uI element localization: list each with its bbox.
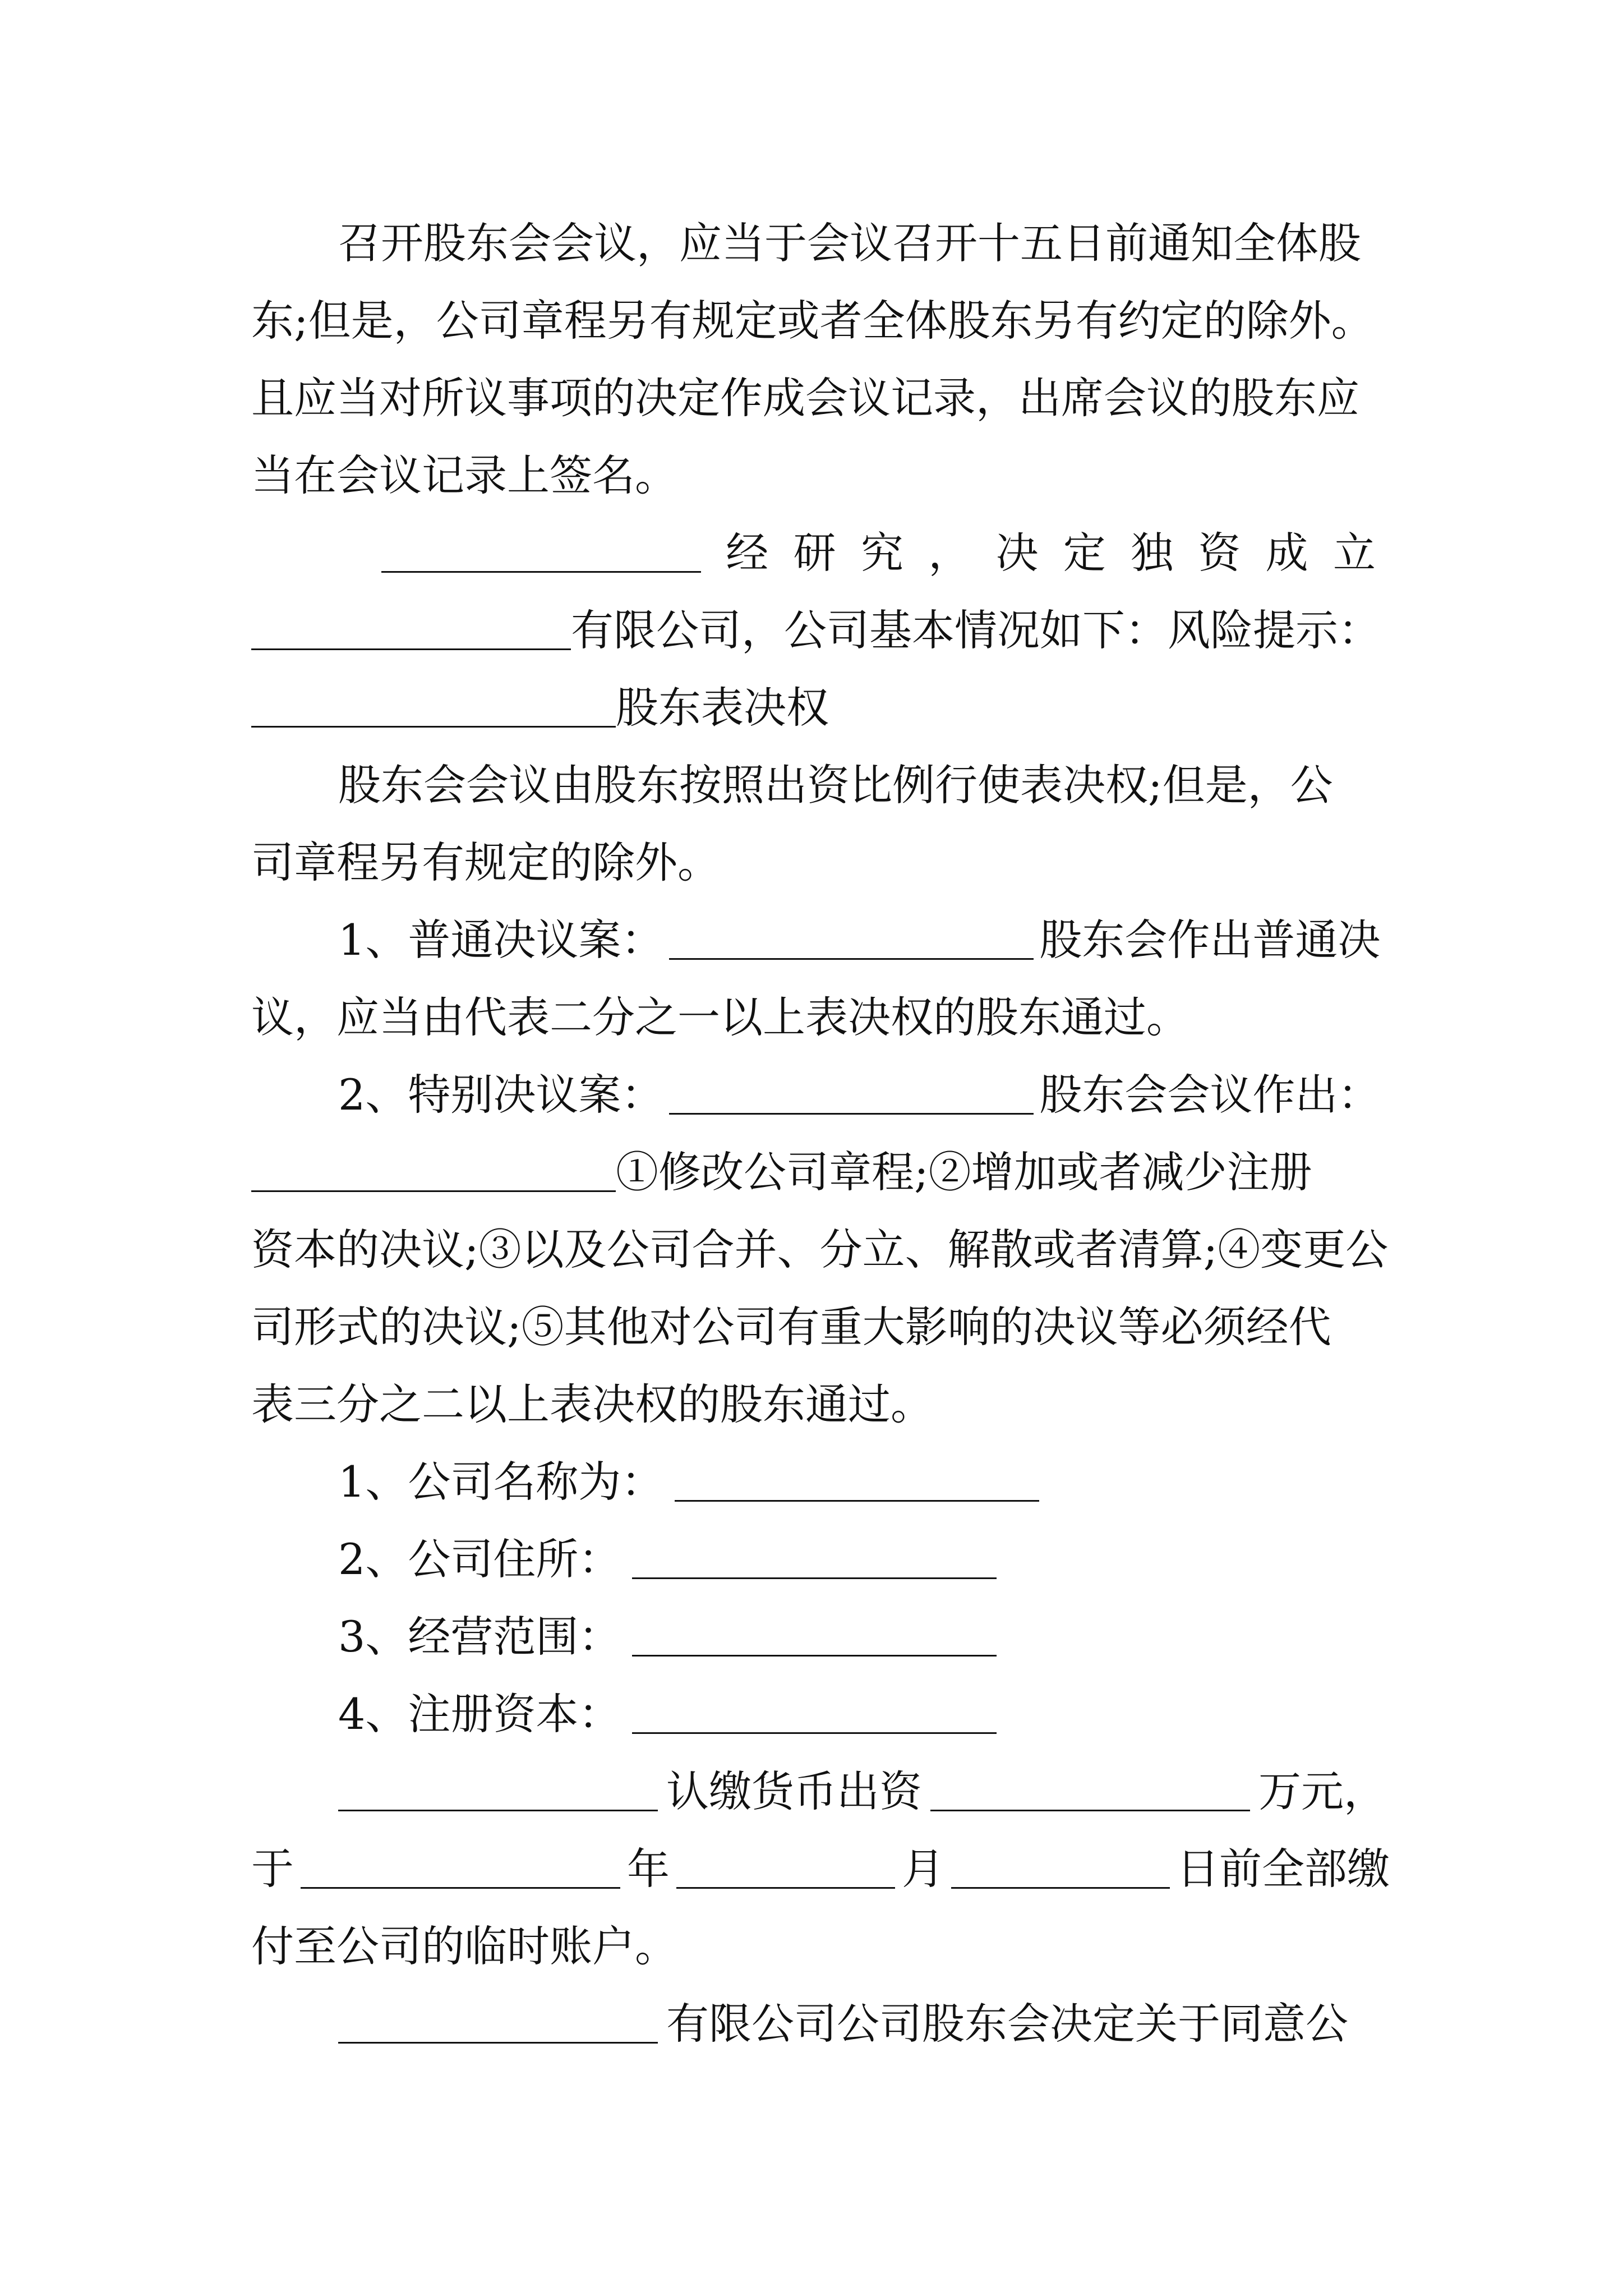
special-resolution-items: ①修改公司章程;②增加或者减少注册 <box>616 1147 1312 1197</box>
registered-capital-line <box>251 1675 1376 1754</box>
decision-char: 立 <box>1332 528 1376 578</box>
decision-char: 究 <box>860 528 903 578</box>
special-resolution-line-3 <box>251 1211 1389 1289</box>
voting-heading: 股东表决权 <box>616 683 829 733</box>
text-segment: 议，应当由代表二分之一以上表决权的股东通过。 <box>251 992 1189 1042</box>
unit-text: 万元， <box>1258 1766 1386 1816</box>
text-segment: 付至公司的临时账户。 <box>251 1921 677 1971</box>
special-resolution-tail: 股东会会议作出： <box>1039 1070 1381 1120</box>
blank-month <box>676 1843 895 1889</box>
blank-registered-capital-field <box>632 1688 997 1734</box>
blank-closing-company <box>338 1998 658 2044</box>
year-text: 年 <box>627 1844 670 1894</box>
blank-business-scope-field <box>632 1611 997 1657</box>
business-scope-line <box>251 1598 1376 1676</box>
company-address-line <box>251 1520 1376 1599</box>
ordinary-resolution-line-1 <box>251 901 1381 979</box>
text-segment: 且应当对所议事项的决定作成会议记录，出席会议的股东应 <box>251 373 1359 423</box>
voting-line-1 <box>251 746 1376 825</box>
paragraph-notice-line-4 <box>251 436 1376 515</box>
special-resolution-label: 2、特别决议案： <box>338 1070 664 1120</box>
contribution-line-2 <box>251 1830 1390 1908</box>
contribution-line-3 <box>251 1907 1376 1986</box>
special-resolution-line-2 <box>251 1133 1376 1212</box>
blank-company-name <box>251 605 571 650</box>
decision-head-line <box>381 514 1376 592</box>
special-resolution-line-1 <box>251 1056 1381 1134</box>
day-tail-text: 日前全部缴 <box>1177 1844 1390 1894</box>
registered-capital-label: 4、注册资本： <box>338 1689 621 1739</box>
company-name-line <box>251 1443 1376 1521</box>
blank-special-resolution <box>669 1069 1034 1115</box>
blank-year <box>301 1843 620 1889</box>
decision-char: 经 <box>726 528 769 578</box>
text-segment: 东;但是，公司章程另有规定或者全体股东另有约定的除外。 <box>251 296 1374 346</box>
blank-day <box>951 1843 1170 1889</box>
voting-line-2 <box>251 823 1376 902</box>
decision-char: 定 <box>1063 528 1106 578</box>
paragraph-notice-line-1 <box>251 204 1376 283</box>
blank-risk-note <box>251 682 616 728</box>
paragraph-notice-line-2 <box>251 282 1376 360</box>
decision-char: 研 <box>793 528 836 578</box>
voting-heading-line <box>251 669 1376 747</box>
company-name-label: 1、公司名称为： <box>338 1457 664 1507</box>
text-segment: 资本的决议;③以及公司合并、分立、解散或者清算;④变更公 <box>251 1225 1389 1274</box>
text-segment: 表三分之二以上表决权的股东通过。 <box>251 1379 933 1429</box>
blank-company-address-field <box>632 1534 997 1579</box>
blank-company-name-field <box>675 1456 1039 1502</box>
month-text: 月 <box>902 1844 944 1894</box>
business-scope-label: 3、经营范围： <box>338 1612 621 1662</box>
blank-contribution-amount <box>930 1766 1250 1811</box>
special-resolution-line-4 <box>251 1288 1376 1366</box>
closing-text: 有限公司公司股东会决定关于同意公 <box>666 1999 1348 2049</box>
blank-contributor <box>338 1766 658 1811</box>
decision-char: 成 <box>1265 528 1308 578</box>
ordinary-resolution-label: 1、普通决议案： <box>338 915 664 965</box>
company-intro-line <box>251 591 1381 670</box>
text-segment: 股东会会议由股东按照出资比例行使表决权;但是，公 <box>338 760 1333 810</box>
blank-shareholder-name <box>381 527 701 573</box>
yu-text: 于 <box>251 1844 294 1894</box>
ordinary-resolution-line-2 <box>251 978 1376 1057</box>
closing-line <box>251 1985 1376 2063</box>
contribution-line-1 <box>251 1752 1386 1831</box>
special-resolution-line-5 <box>251 1365 1376 1444</box>
text-segment: 司章程另有规定的除外。 <box>251 838 720 887</box>
ordinary-resolution-tail: 股东会作出普通决 <box>1039 915 1381 965</box>
company-address-label: 2、公司住所： <box>338 1534 621 1584</box>
text-segment: 司形式的决议;⑤其他对公司有重大影响的决议等必须经代 <box>251 1302 1331 1352</box>
decision-char: 决 <box>995 528 1039 578</box>
decision-char: ， <box>928 528 971 578</box>
paragraph-notice-line-3 <box>251 359 1376 438</box>
company-intro-text: 有限公司，公司基本情况如下：风险提示： <box>571 605 1381 655</box>
decision-char: 资 <box>1198 528 1241 578</box>
subscribe-text: 认缴货币出资 <box>666 1766 922 1816</box>
text-segment: 当在会议记录上签名。 <box>251 450 677 500</box>
decision-char: 独 <box>1131 528 1174 578</box>
text-segment: 召开股东会会议，应当于会议召开十五日前通知全体股 <box>338 218 1361 268</box>
blank-ordinary-resolution <box>669 914 1034 960</box>
blank-special-items <box>251 1147 616 1192</box>
